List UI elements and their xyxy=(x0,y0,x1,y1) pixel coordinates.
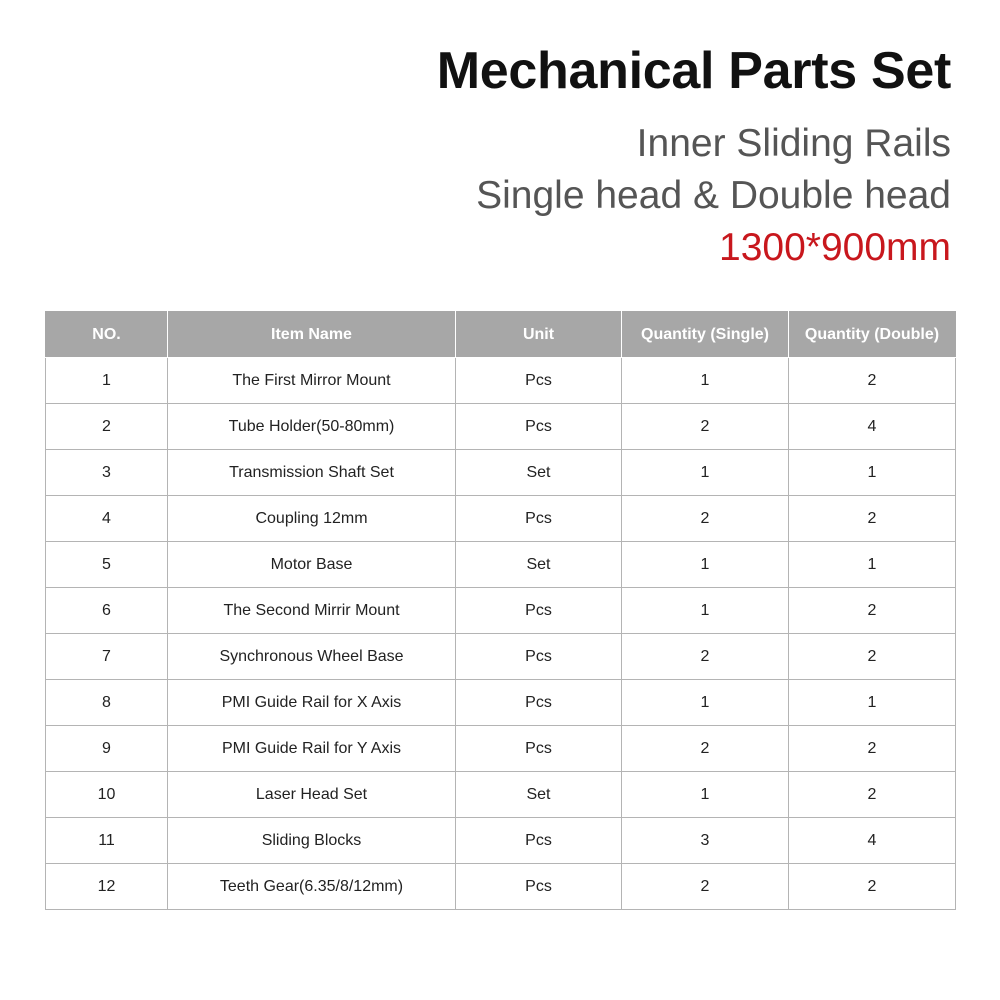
table-body xyxy=(46,358,956,910)
table-row xyxy=(46,450,956,496)
cell-no: 12 xyxy=(46,864,168,910)
table-row xyxy=(46,588,956,634)
table-row xyxy=(46,542,956,588)
cell-item-name: Transmission Shaft Set xyxy=(168,450,456,496)
cell-unit: Pcs xyxy=(456,496,622,542)
cell-unit: Pcs xyxy=(456,726,622,772)
cell-unit: Set xyxy=(456,772,622,818)
column-header-no: NO. xyxy=(46,312,168,358)
cell-quantity-double: 1 xyxy=(789,450,956,496)
cell-quantity-single: 2 xyxy=(622,404,789,450)
cell-unit: Pcs xyxy=(456,818,622,864)
cell-no: 3 xyxy=(46,450,168,496)
table-header xyxy=(46,312,956,358)
subtitle-head-type: Single head & Double head xyxy=(476,174,951,217)
cell-unit: Set xyxy=(456,542,622,588)
cell-item-name: Teeth Gear(6.35/8/12mm) xyxy=(168,864,456,910)
cell-no: 7 xyxy=(46,634,168,680)
cell-quantity-single: 1 xyxy=(622,542,789,588)
cell-quantity-double: 2 xyxy=(789,726,956,772)
cell-quantity-single: 1 xyxy=(622,588,789,634)
cell-quantity-single: 2 xyxy=(622,864,789,910)
cell-no: 11 xyxy=(46,818,168,864)
cell-quantity-single: 3 xyxy=(622,818,789,864)
cell-unit: Pcs xyxy=(456,358,622,404)
cell-quantity-double: 1 xyxy=(789,542,956,588)
cell-item-name: PMI Guide Rail for X Axis xyxy=(168,680,456,726)
table-row xyxy=(46,634,956,680)
cell-quantity-single: 1 xyxy=(622,680,789,726)
cell-item-name: Laser Head Set xyxy=(168,772,456,818)
table-header-row xyxy=(46,312,956,358)
cell-item-name: Sliding Blocks xyxy=(168,818,456,864)
cell-quantity-double: 2 xyxy=(789,772,956,818)
header xyxy=(437,40,951,274)
cell-unit: Pcs xyxy=(456,680,622,726)
cell-quantity-single: 1 xyxy=(622,358,789,404)
cell-item-name: Tube Holder(50-80mm) xyxy=(168,404,456,450)
cell-quantity-double: 2 xyxy=(789,358,956,404)
table-row xyxy=(46,818,956,864)
cell-no: 10 xyxy=(46,772,168,818)
cell-quantity-double: 2 xyxy=(789,634,956,680)
cell-quantity-single: 1 xyxy=(622,450,789,496)
cell-unit: Pcs xyxy=(456,404,622,450)
cell-no: 6 xyxy=(46,588,168,634)
table-row xyxy=(46,864,956,910)
cell-item-name: PMI Guide Rail for Y Axis xyxy=(168,726,456,772)
table-row xyxy=(46,358,956,404)
cell-item-name: Motor Base xyxy=(168,542,456,588)
table-row xyxy=(46,404,956,450)
table-row xyxy=(46,680,956,726)
cell-no: 9 xyxy=(46,726,168,772)
cell-quantity-single: 2 xyxy=(622,634,789,680)
cell-quantity-double: 4 xyxy=(789,818,956,864)
page-title: Mechanical Parts Set xyxy=(436,42,951,100)
cell-no: 4 xyxy=(46,496,168,542)
parts-table-container xyxy=(45,311,955,910)
cell-item-name: Coupling 12mm xyxy=(168,496,456,542)
cell-quantity-double: 1 xyxy=(789,680,956,726)
cell-quantity-double: 4 xyxy=(789,404,956,450)
table-row xyxy=(46,772,956,818)
cell-no: 8 xyxy=(46,680,168,726)
cell-quantity-single: 2 xyxy=(622,496,789,542)
dimension-label: 1300*900mm xyxy=(719,226,951,269)
cell-quantity-double: 2 xyxy=(789,588,956,634)
cell-quantity-single: 1 xyxy=(622,772,789,818)
cell-quantity-double: 2 xyxy=(789,496,956,542)
table-row xyxy=(46,496,956,542)
cell-unit: Pcs xyxy=(456,588,622,634)
column-header-quantity-single: Quantity (Single) xyxy=(622,312,789,358)
cell-no: 2 xyxy=(46,404,168,450)
column-header-item-name: Item Name xyxy=(168,312,456,358)
cell-no: 5 xyxy=(46,542,168,588)
cell-item-name: The Second Mirrir Mount xyxy=(168,588,456,634)
cell-quantity-single: 2 xyxy=(622,726,789,772)
cell-unit: Pcs xyxy=(456,864,622,910)
parts-table xyxy=(45,311,956,910)
table-row xyxy=(46,726,956,772)
column-header-quantity-double: Quantity (Double) xyxy=(789,312,956,358)
cell-item-name: The First Mirror Mount xyxy=(168,358,456,404)
cell-no: 1 xyxy=(46,358,168,404)
subtitle-rails: Inner Sliding Rails xyxy=(636,122,951,165)
cell-item-name: Synchronous Wheel Base xyxy=(168,634,456,680)
cell-quantity-double: 2 xyxy=(789,864,956,910)
cell-unit: Set xyxy=(456,450,622,496)
cell-unit: Pcs xyxy=(456,634,622,680)
column-header-unit: Unit xyxy=(456,312,622,358)
